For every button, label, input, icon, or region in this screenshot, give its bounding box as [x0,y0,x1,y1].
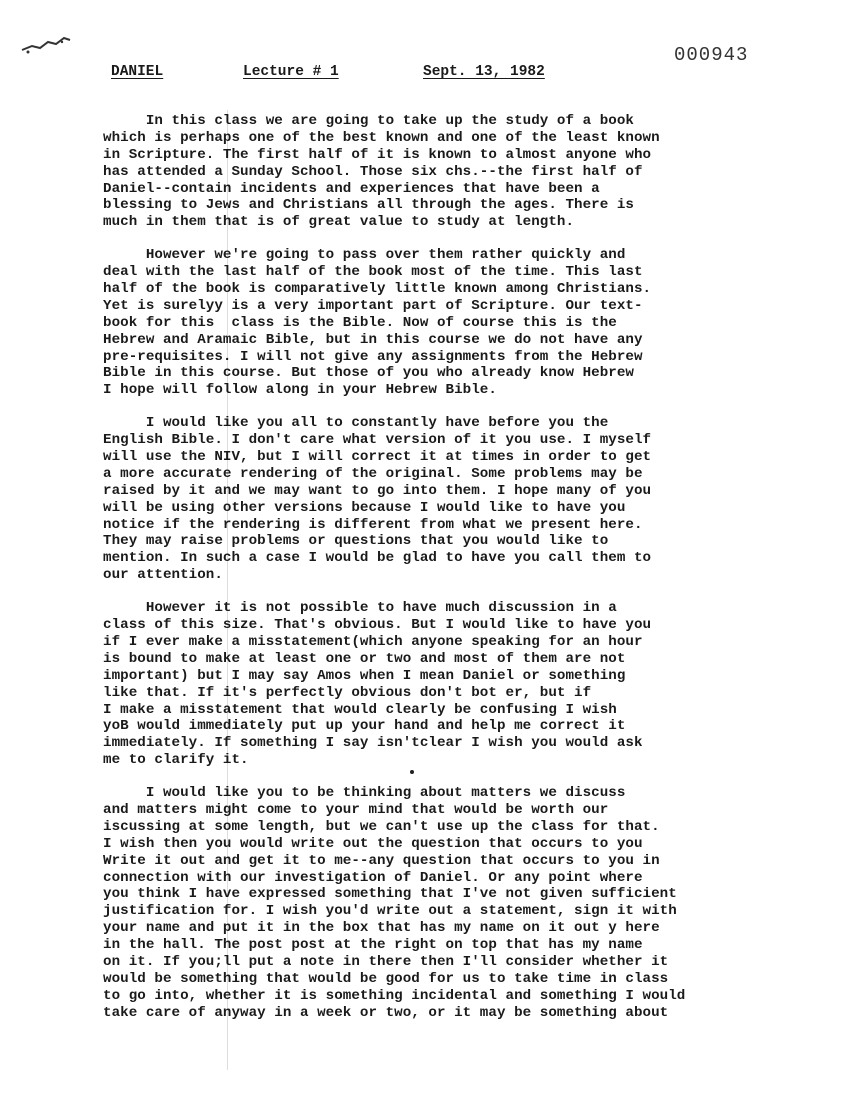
text-line: I would like you all to constantly have before you the [103,415,609,432]
text-line: class of this size. That's obvious. But I would like to have you [103,617,652,634]
text-line: Yet is surelyy is a very important part of Scripture. Our text- [103,297,643,314]
lecture-header [111,64,591,84]
text-line: pre-requisites. I will not give any assignments from the Hebrew [103,348,643,365]
text-line: deal with the last half of the book most of the time. This last [103,264,643,281]
text-line: raised by it and we may want to go into them. I hope many of you [103,482,652,499]
text-line: would be something that would be good for us to take time in class [103,970,669,987]
text-line: mention. In such a case I would be glad to have you call them to [103,550,652,567]
text-line: on it. If you;ll put a note in there then I'll consider whether it [103,953,669,970]
text-line: They may raise problems or questions that you would like to [103,533,609,550]
text-line: I hope will follow along in your Hebrew Bible. [103,382,497,399]
text-line: I wish then you would write out the question that occurs to you [103,835,643,852]
text-line: I make a misstatement that would clearly be confusing I wish [103,701,617,718]
header-title: DANIEL [111,64,164,80]
text-line: However it is not possible to have much discussion in a [103,600,617,617]
text-line: which is perhaps one of the best known and one of the least known [103,129,660,146]
text-line: English Bible. I don't care what version of it you use. I myself [103,432,652,449]
text-line: our attention. [103,567,223,584]
text-line: connection with our investigation of Daniel. Or any point where [103,869,643,886]
text-line: blessing to Jews and Christians all through the ages. There is [103,197,634,214]
text-line: immediately. If something I say isn'tclear I wish you would ask [103,735,643,752]
text-line: will be using other versions because I would like to have you [103,499,626,516]
text-line: half of the book is comparatively little known among Christians. [103,281,652,298]
text-line: take care of anyway in a week or two, or it may be something about [103,1004,669,1021]
text-line: in Scripture. The first half of it is known to almost anyone who [103,146,652,163]
text-line: much in them that is of great value to study at length. [103,214,575,231]
text-line: important) but I may say Amos when I mean Daniel or something [103,667,626,684]
stray-ink-dot [410,770,414,774]
text-line: notice if the rendering is different from what we present here. [103,516,643,533]
text-line: book for this class is the Bible. Now of course this is the [103,314,617,331]
text-line: justification for. I wish you'd write out a statement, sign it with [103,903,677,920]
text-line: your name and put it in the box that has my name on it out y here [103,920,660,937]
text-line: in the hall. The post post at the right on top that has my name [103,937,643,954]
paragraph [103,415,803,584]
text-line: In this class we are going to take up the study of a book [103,113,634,129]
text-line: is bound to make at least one or two and most of them are not [103,650,626,667]
text-line: iscussing at some length, but we can't use up the class for that. [103,818,660,835]
paragraph [103,600,803,769]
text-line: Hebrew and Aramaic Bible, but in this course we do not have any [103,331,643,348]
paragraph [103,247,803,399]
text-line: and matters might come to your mind that would be worth our [103,801,609,818]
text-line: to go into, whether it is something incidental and something I would [103,987,686,1004]
header-lecture-number: Lecture # 1 [243,64,339,80]
text-line: Write it out and get it to me--any question that occurs to you in [103,852,660,869]
text-line: I would like you to be thinking about matters we discuss [103,785,626,802]
text-line: Daniel--contain incidents and experiences that have been a [103,180,600,197]
text-line: has attended a Sunday School. Those six chs.--the first half of [103,163,643,180]
text-line: Bible in this course. But those of you who already know Hebrew [103,365,634,382]
text-line: if I ever make a misstatement(which anyone speaking for an hour [103,633,643,650]
scan-artifact-mark [18,30,78,60]
text-line: yoB would immediately put up your hand and help me correct it [103,718,626,735]
document-number: 000943 [674,44,749,66]
text-line: me to clarify it. [103,752,249,769]
text-line: a more accurate rendering of the original. Some problems may be [103,465,643,482]
paragraph [103,113,803,231]
text-line: like that. If it's perfectly obvious don't bot er, but if [103,684,592,701]
text-line: you think I have expressed something that I've not given sufficient [103,886,677,903]
text-line: will use the NIV, but I will correct it at times in order to get [103,449,652,466]
paragraph [103,785,803,1021]
header-date: Sept. 13, 1982 [423,64,545,80]
text-line: However we're going to pass over them rather quickly and [103,247,626,264]
lecture-body [103,113,803,1038]
